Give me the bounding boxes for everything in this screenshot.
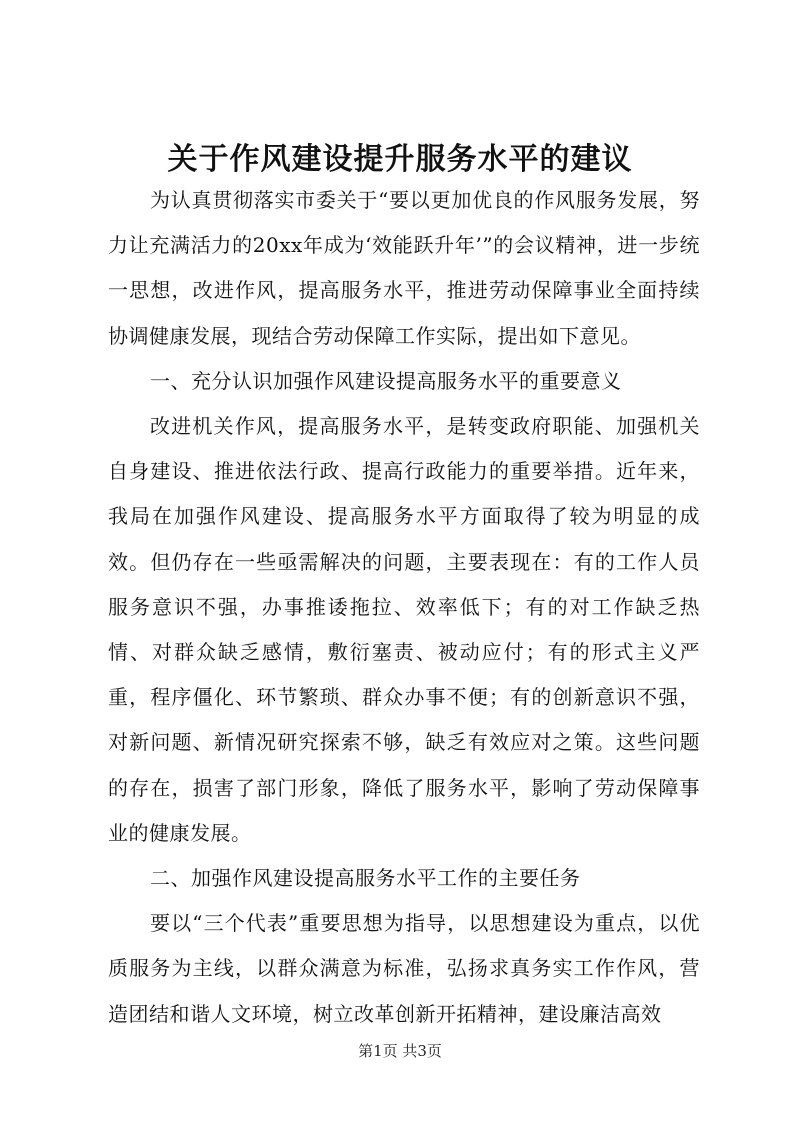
section-1-paragraph: 改进机关作风，提高服务水平，是转变政府职能、加强机关自身建设、推进依法行政、提高行政能力的重要举措。近年来，我局在加强作风建设、提高服务水平方面取得了较为明显的成效。但仍存在一些亟需解决的问题，主要表现在：有的工作人员服务意识不强，办事推诿拖拉、效率低下；有的对工作缺乏热情、对群众缺乏感情，敷衍塞责、被动应付；有的形式主义严重，程序僵化、环节繁琐、群众办事不便；有的创新意识不强，对新问题、新情况研究探索不够，缺乏有效应对之策。这些问题的存在，损害了部门形象，降低了服务水平，影响了劳动保障事业的健康发展。 — [108, 414, 700, 845]
document-body — [108, 178, 700, 1037]
page-number-footer: 第1页 共3页 — [358, 1042, 442, 1060]
section-heading-2: 二、加强作风建设提高服务水平工作的主要任务 — [150, 866, 581, 891]
intro-paragraph: 为认真贯彻落实市委关于“要以更加优良的作风服务发展，努力让充满活力的20xx年成为‘效能跃升年’”的会议精神，进一步统一思想，改进作风，提高服务水平，推进劳动保障事业全面持续协调健康发展，现结合劳动保障工作实际，提出如下意见。 — [108, 188, 700, 348]
document-title: 关于作风建设提升服务水平的建议 — [167, 142, 633, 177]
section-heading-1: 一、充分认识加强作风建设提高服务水平的重要意义 — [150, 368, 622, 393]
section-2-paragraph: 要以“三个代表”重要思想为指导，以思想建设为重点，以优质服务为主线，以群众满意为标准，弘扬求真务实工作作风，营造团结和谐人文环境，树立改革创新开拓精神，建设廉洁高效 — [108, 911, 700, 1026]
